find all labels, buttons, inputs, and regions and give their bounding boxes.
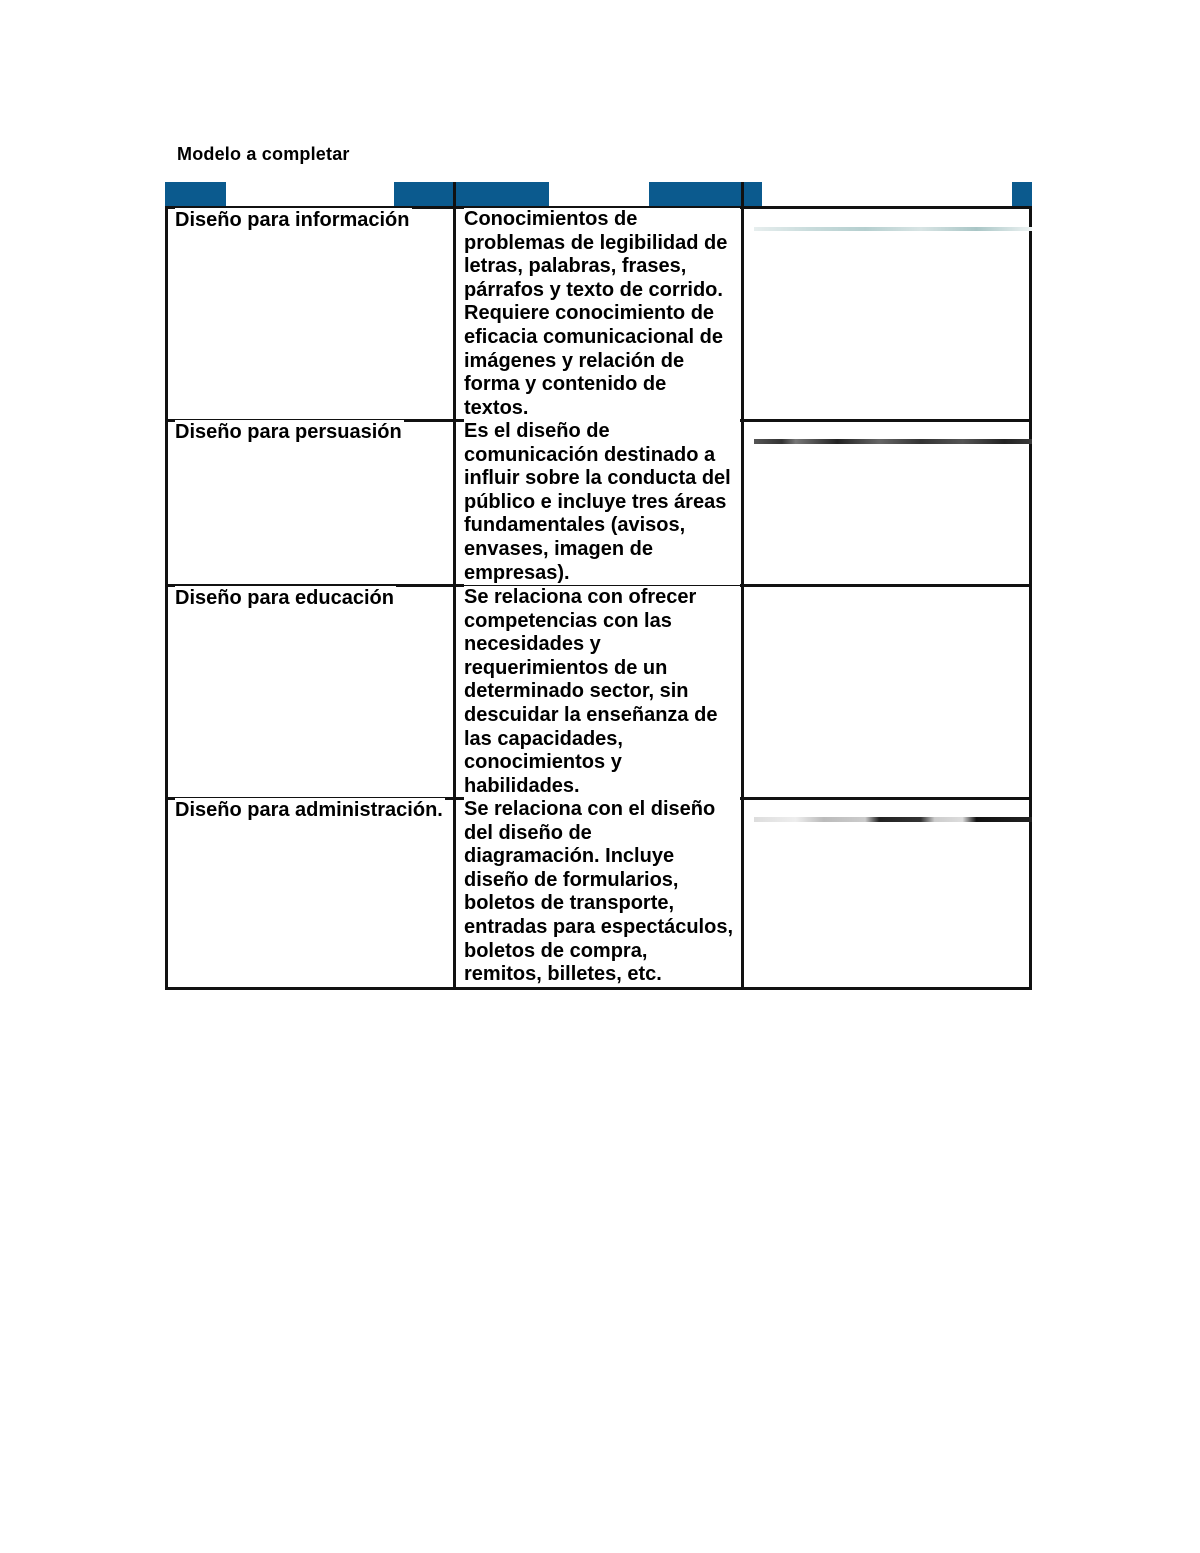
row-description-education: Se relaciona con ofrecer competencias con las necesidades y requerimientos de un determinado sector, sin descuidar la enseñanza de las capacidades, conocimientos y habilidades. xyxy=(464,586,740,798)
header-bar-3b xyxy=(1012,182,1032,207)
completion-table xyxy=(165,182,1032,990)
row-label-education: Diseño para educación xyxy=(175,587,394,609)
table-border-bottom xyxy=(165,987,1032,990)
header-bar-2a xyxy=(455,182,549,207)
image-fragment-persuasion xyxy=(754,439,1032,444)
image-fragment-administration xyxy=(754,817,1032,822)
row-label-persuasion: Diseño para persuasión xyxy=(175,421,402,443)
row-label-information: Diseño para información xyxy=(175,209,410,231)
header-bar-2b xyxy=(649,182,743,207)
table-border-right xyxy=(1029,207,1032,990)
row-description-information: Conocimientos de problemas de legibilidad de letras, palabras, frases, párrafos y texto de corrido. Requiere conocimiento de eficacia comunicacional de imágenes y relación de forma y contenido de textos. xyxy=(464,208,740,420)
table-border-left xyxy=(165,207,168,990)
page-title: Modelo a completar xyxy=(177,144,350,164)
header-bar-3a xyxy=(743,182,762,207)
row-description-persuasion: Es el diseño de comunicación destinado a influir sobre la conducta del público e incluye tres áreas fundamentales (avisos, envases, imagen de empresas). xyxy=(464,420,740,585)
header-bar-1b xyxy=(394,182,455,207)
header-bar-1a xyxy=(165,182,226,207)
row-description-administration: Se relaciona con el diseño del diseño de diagramación. Incluye diseño de formularios, boletos de transporte, entradas para espectáculos, boletos de compra, remitos, billetes, etc. xyxy=(464,798,740,987)
image-fragment-information xyxy=(754,227,1032,231)
row-label-administration: Diseño para administración. xyxy=(175,799,443,821)
